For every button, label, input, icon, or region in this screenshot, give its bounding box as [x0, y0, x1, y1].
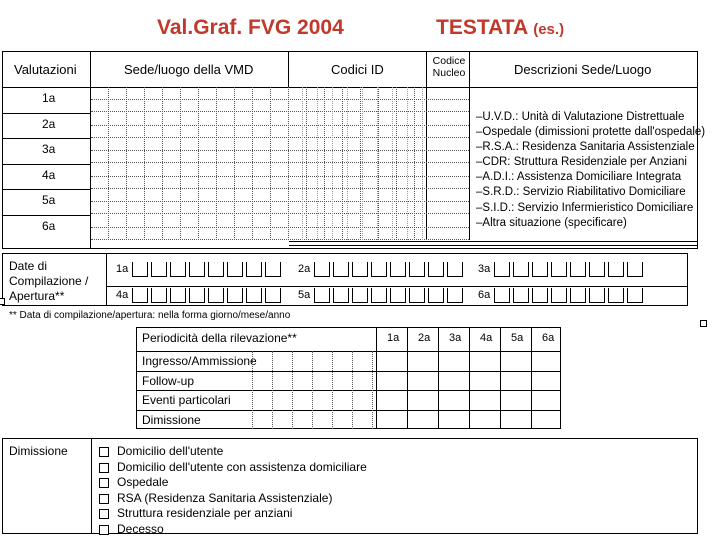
col-divider [106, 253, 107, 306]
date-digit-box[interactable] [227, 262, 243, 277]
row-divider [136, 410, 561, 411]
code-cell [347, 87, 348, 240]
date-digit-box[interactable] [494, 288, 510, 303]
periodicity-row-label: Follow-up [142, 374, 195, 388]
col-header-valutazioni: Valutazioni [14, 62, 77, 77]
col-divider [531, 327, 532, 429]
description-item: –A.D.I.: Assistenza Domiciliare Integrata [476, 171, 682, 184]
col-divider [288, 51, 289, 87]
grid-tick [372, 351, 373, 429]
table-bottom-rule [289, 241, 698, 246]
date-slot-boxes[interactable] [494, 288, 644, 304]
row-divider [2, 215, 90, 216]
code-cell [317, 87, 318, 240]
description-item: –S.R.D.: Servizio Riabilitativo Domiciliare [476, 186, 686, 199]
grid-tick [414, 87, 415, 240]
date-digit-box[interactable] [227, 288, 243, 303]
date-digit-box[interactable] [314, 262, 330, 277]
periodicity-row-label: Ingresso/Ammissione [142, 354, 257, 368]
row-divider [2, 189, 90, 190]
description-item: –S.I.D.: Servizio Infermieristico Domiciliare [476, 201, 694, 214]
date-digit-box[interactable] [208, 262, 224, 277]
description-item: –CDR: Struttura Residenziale per Anziani [476, 156, 687, 169]
code-cell [392, 87, 393, 240]
grid-tick [288, 87, 289, 240]
date-digit-box[interactable] [132, 262, 148, 277]
row-label: 1a [42, 91, 56, 105]
grid-tick [252, 87, 253, 240]
code-cell [407, 87, 408, 240]
col-divider [438, 327, 439, 429]
date-digit-box[interactable] [428, 262, 444, 277]
code-cell [422, 87, 423, 240]
dates-label: Date di Compilazione / Apertura** [9, 259, 89, 303]
col-divider [469, 327, 470, 429]
checkbox[interactable] [99, 525, 109, 535]
date-digit-box[interactable] [409, 262, 425, 277]
date-digit-box[interactable] [314, 288, 330, 303]
periodicity-title: Periodicità della rilevazione** [142, 331, 297, 345]
table-header-divider [2, 87, 698, 88]
grid-tick [360, 87, 361, 240]
description-item: –Altra situazione (specificare) [476, 216, 627, 229]
handle-square [0, 298, 5, 305]
checkbox[interactable] [99, 494, 109, 504]
grid-tick [332, 351, 333, 429]
grid-tick [324, 87, 325, 240]
col-header-codici: Codici ID [331, 62, 384, 77]
grid-tick [272, 351, 273, 429]
periodicity-column-label: 2a [418, 332, 431, 344]
date-digit-box[interactable] [532, 288, 548, 303]
dimissione-option: Ospedale [117, 475, 169, 489]
checkbox[interactable] [99, 463, 109, 473]
description-list [476, 110, 705, 231]
date-slot-label: 1a [116, 263, 129, 275]
entry-line[interactable] [91, 176, 469, 177]
date-digit-box[interactable] [589, 288, 605, 303]
date-digit-box[interactable] [589, 262, 605, 277]
date-slot-boxes[interactable] [132, 288, 282, 304]
code-cell [362, 87, 363, 240]
date-digit-box[interactable] [371, 288, 387, 303]
dimissione-option: Struttura residenziale per anziani [117, 506, 293, 520]
col-divider [91, 438, 92, 534]
periodicity-column-label: 1a [387, 332, 400, 344]
grid-tick [216, 87, 217, 240]
row-divider [136, 390, 561, 391]
entry-line[interactable] [91, 150, 469, 151]
dimissione-option: Domicilio dell'utente [117, 444, 224, 458]
col-header-codice-nucleo: Codice Nucleo [432, 55, 466, 79]
date-digit-box[interactable] [608, 262, 624, 277]
row-label: 6a [42, 219, 56, 233]
col-divider [469, 51, 470, 240]
date-digit-box[interactable] [447, 288, 463, 303]
description-item: –Ospedale (dimissioni protette dall'ospedale) [476, 126, 706, 139]
col-divider [376, 327, 377, 429]
col-divider [426, 51, 427, 240]
grid-tick [312, 351, 313, 429]
grid-tick [306, 87, 307, 240]
code-cell [302, 87, 303, 240]
date-digit-box[interactable] [170, 262, 186, 277]
date-digit-box[interactable] [494, 262, 510, 277]
grid-tick [126, 87, 127, 240]
grid-tick [342, 87, 343, 240]
code-cell [332, 87, 333, 240]
date-slot-boxes[interactable] [314, 262, 464, 278]
row-label: 4a [42, 168, 56, 182]
date-digit-box[interactable] [151, 288, 167, 303]
col-divider [500, 327, 501, 429]
date-digit-box[interactable] [352, 288, 368, 303]
date-digit-box[interactable] [333, 288, 349, 303]
grid-tick [292, 351, 293, 429]
date-digit-box[interactable] [390, 288, 406, 303]
date-digit-box[interactable] [208, 288, 224, 303]
date-digit-box[interactable] [265, 288, 281, 303]
grid-tick [270, 87, 271, 240]
date-slot-label: 6a [478, 289, 491, 301]
date-digit-box[interactable] [151, 262, 167, 277]
date-digit-box[interactable] [352, 262, 368, 277]
grid-tick [144, 87, 145, 240]
description-item: –U.V.D.: Unità di Valutazione Distrettuale [476, 111, 685, 123]
dates-footnote: ** Data di compilazione/apertura: nella forma giorno/mese/anno [9, 310, 291, 321]
entry-line[interactable] [91, 201, 469, 202]
date-digit-box[interactable] [513, 262, 529, 277]
date-slot-label: 2a [298, 263, 311, 275]
entry-line[interactable] [91, 162, 469, 163]
date-digit-box[interactable] [371, 262, 387, 277]
date-slot-boxes[interactable] [132, 262, 282, 278]
date-digit-box[interactable] [627, 262, 643, 277]
date-digit-box[interactable] [246, 262, 262, 277]
description-item: –R.S.A.: Residenza Sanitaria Assistenziale [476, 141, 695, 154]
checkbox[interactable] [99, 447, 109, 457]
periodicity-column-label: 3a [449, 332, 462, 344]
date-digit-box[interactable] [551, 288, 567, 303]
date-digit-box[interactable] [532, 262, 548, 277]
entry-line[interactable] [91, 227, 469, 228]
dimissione-label: Dimissione [9, 444, 68, 458]
date-digit-box[interactable] [513, 288, 529, 303]
grid-tick [198, 87, 199, 240]
entry-line[interactable] [91, 239, 469, 240]
code-cell [377, 87, 378, 240]
date-slot-boxes[interactable] [314, 288, 464, 304]
checkbox[interactable] [99, 478, 109, 488]
grid-tick [180, 87, 181, 240]
date-slot-label: 5a [298, 289, 311, 301]
periodicity-column-label: 5a [511, 332, 524, 344]
date-slot-label: 4a [116, 289, 129, 301]
entry-line[interactable] [91, 188, 469, 189]
date-digit-box[interactable] [570, 262, 586, 277]
grid-tick [378, 87, 379, 240]
date-digit-box[interactable] [627, 288, 643, 303]
date-digit-box[interactable] [551, 262, 567, 277]
date-slot-label: 3a [478, 263, 491, 275]
grid-tick [234, 87, 235, 240]
grid-tick [162, 87, 163, 240]
date-digit-box[interactable] [189, 288, 205, 303]
row-divider [2, 138, 90, 139]
date-digit-box[interactable] [170, 288, 186, 303]
document-subtitle: TESTATA (es.) [436, 16, 565, 39]
periodicity-row-label: Eventi particolari [142, 393, 231, 407]
date-digit-box[interactable] [246, 288, 262, 303]
date-digit-box[interactable] [608, 288, 624, 303]
row-divider [2, 164, 90, 165]
entry-line[interactable] [91, 137, 469, 138]
dimissione-option: RSA (Residenza Sanitaria Assistenziale) [117, 491, 333, 505]
row-divider [106, 286, 688, 287]
document-title: Val.Graf. FVG 2004 [157, 16, 344, 39]
row-divider [136, 351, 561, 352]
row-label: 5a [42, 193, 56, 207]
grid-tick [352, 351, 353, 429]
date-digit-box[interactable] [428, 288, 444, 303]
grid-tick [252, 351, 253, 429]
date-digit-box[interactable] [132, 288, 148, 303]
row-divider [2, 113, 90, 114]
date-digit-box[interactable] [189, 262, 205, 277]
row-divider [136, 371, 561, 372]
row-label: 2a [42, 117, 56, 131]
col-divider [407, 327, 408, 429]
dimissione-option: Decesso [117, 522, 164, 536]
row-label: 3a [42, 142, 56, 156]
dimissione-option: Domicilio dell'utente con assistenza domiciliare [117, 460, 367, 474]
entry-line[interactable] [91, 213, 469, 214]
checkbox[interactable] [99, 509, 109, 519]
subtitle-note: (es.) [533, 21, 565, 38]
date-digit-box[interactable] [390, 262, 406, 277]
entry-line[interactable] [91, 111, 469, 112]
grid-tick [396, 87, 397, 240]
periodicity-row-label: Dimissione [142, 413, 201, 427]
date-digit-box[interactable] [409, 288, 425, 303]
date-digit-box[interactable] [265, 262, 281, 277]
entry-line[interactable] [91, 99, 469, 100]
grid-tick [108, 87, 109, 240]
date-digit-box[interactable] [333, 262, 349, 277]
handle-square [700, 320, 707, 327]
periodicity-column-label: 6a [542, 332, 555, 344]
entry-line[interactable] [91, 125, 469, 126]
col-header-descrizioni: Descrizioni Sede/Luogo [514, 62, 652, 77]
date-slot-boxes[interactable] [494, 262, 644, 278]
col-header-sede: Sede/luogo della VMD [124, 62, 254, 77]
date-digit-box[interactable] [570, 288, 586, 303]
periodicity-column-label: 4a [480, 332, 493, 344]
date-digit-box[interactable] [447, 262, 463, 277]
